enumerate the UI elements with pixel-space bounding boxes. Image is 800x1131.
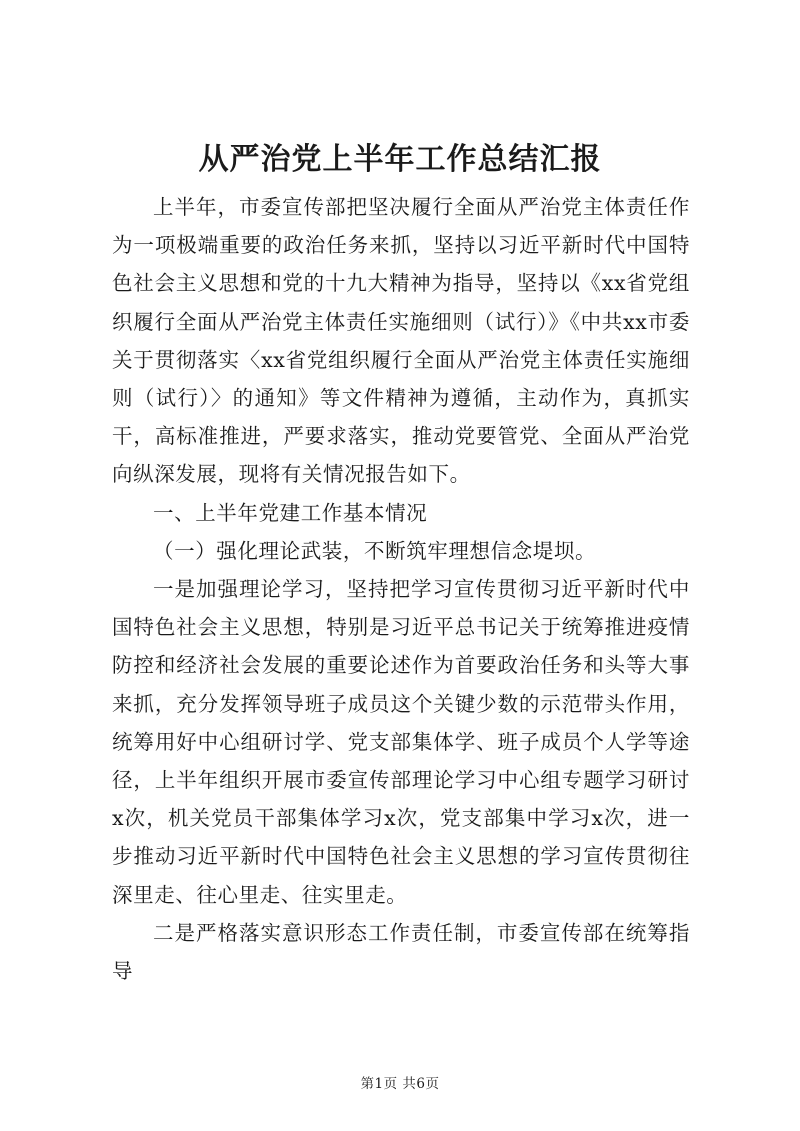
document-title: 从严治党上半年工作总结汇报 xyxy=(198,142,602,177)
page-number: 第1页 共6页 xyxy=(360,1076,440,1092)
subsection-heading-1: （一）强化理论武装，不断筑牢理想信念堤坝。 xyxy=(153,538,597,563)
section-heading-1: 一、上半年党建工作基本情况 xyxy=(153,500,428,525)
paragraph-ideology-responsibility: 二是严格落实意识形态工作责任制，市委宣传部在统筹指导 xyxy=(112,920,690,984)
document-body xyxy=(112,188,690,990)
paragraph-intro: 上半年，市委宣传部把坚决履行全面从严治党主体责任作为一项极端重要的政治任务来抓，坚持以习近平新时代中国特色社会主义思想和党的十九大精神为指导，坚持以《xx省党组织履行全面从严治党主体责任实施细则（试行）》《中共xx市委关于贯彻落实〈xx省党组织履行全面从严治党主体责任实施细则（试行）〉的通知》等文件精神为遵循，主动作为，真抓实干，高标准推进，严要求落实，推动党要管党、全面从严治党向纵深发展，现将有关情况报告如下。 xyxy=(112,195,690,487)
paragraph-theory-study: 一是加强理论学习，坚持把学习宣传贯彻习近平新时代中国特色社会主义思想，特别是习近平总书记关于统筹推进疫情防控和经济社会发展的重要论述作为首要政治任务和头等大事来抓，充分发挥领导班子成员这个关键少数的示范带头作用，统筹用好中心组研讨学、党支部集体学、班子成员个人学等途径，上半年组织开展市委宣传部理论学习中心组专题学习研讨x次，机关党员干部集体学习x次，党支部集中学习x次，进一步推动习近平新时代中国特色社会主义思想的学习宣传贯彻往深里走、往心里走、往实里走。 xyxy=(112,577,690,907)
